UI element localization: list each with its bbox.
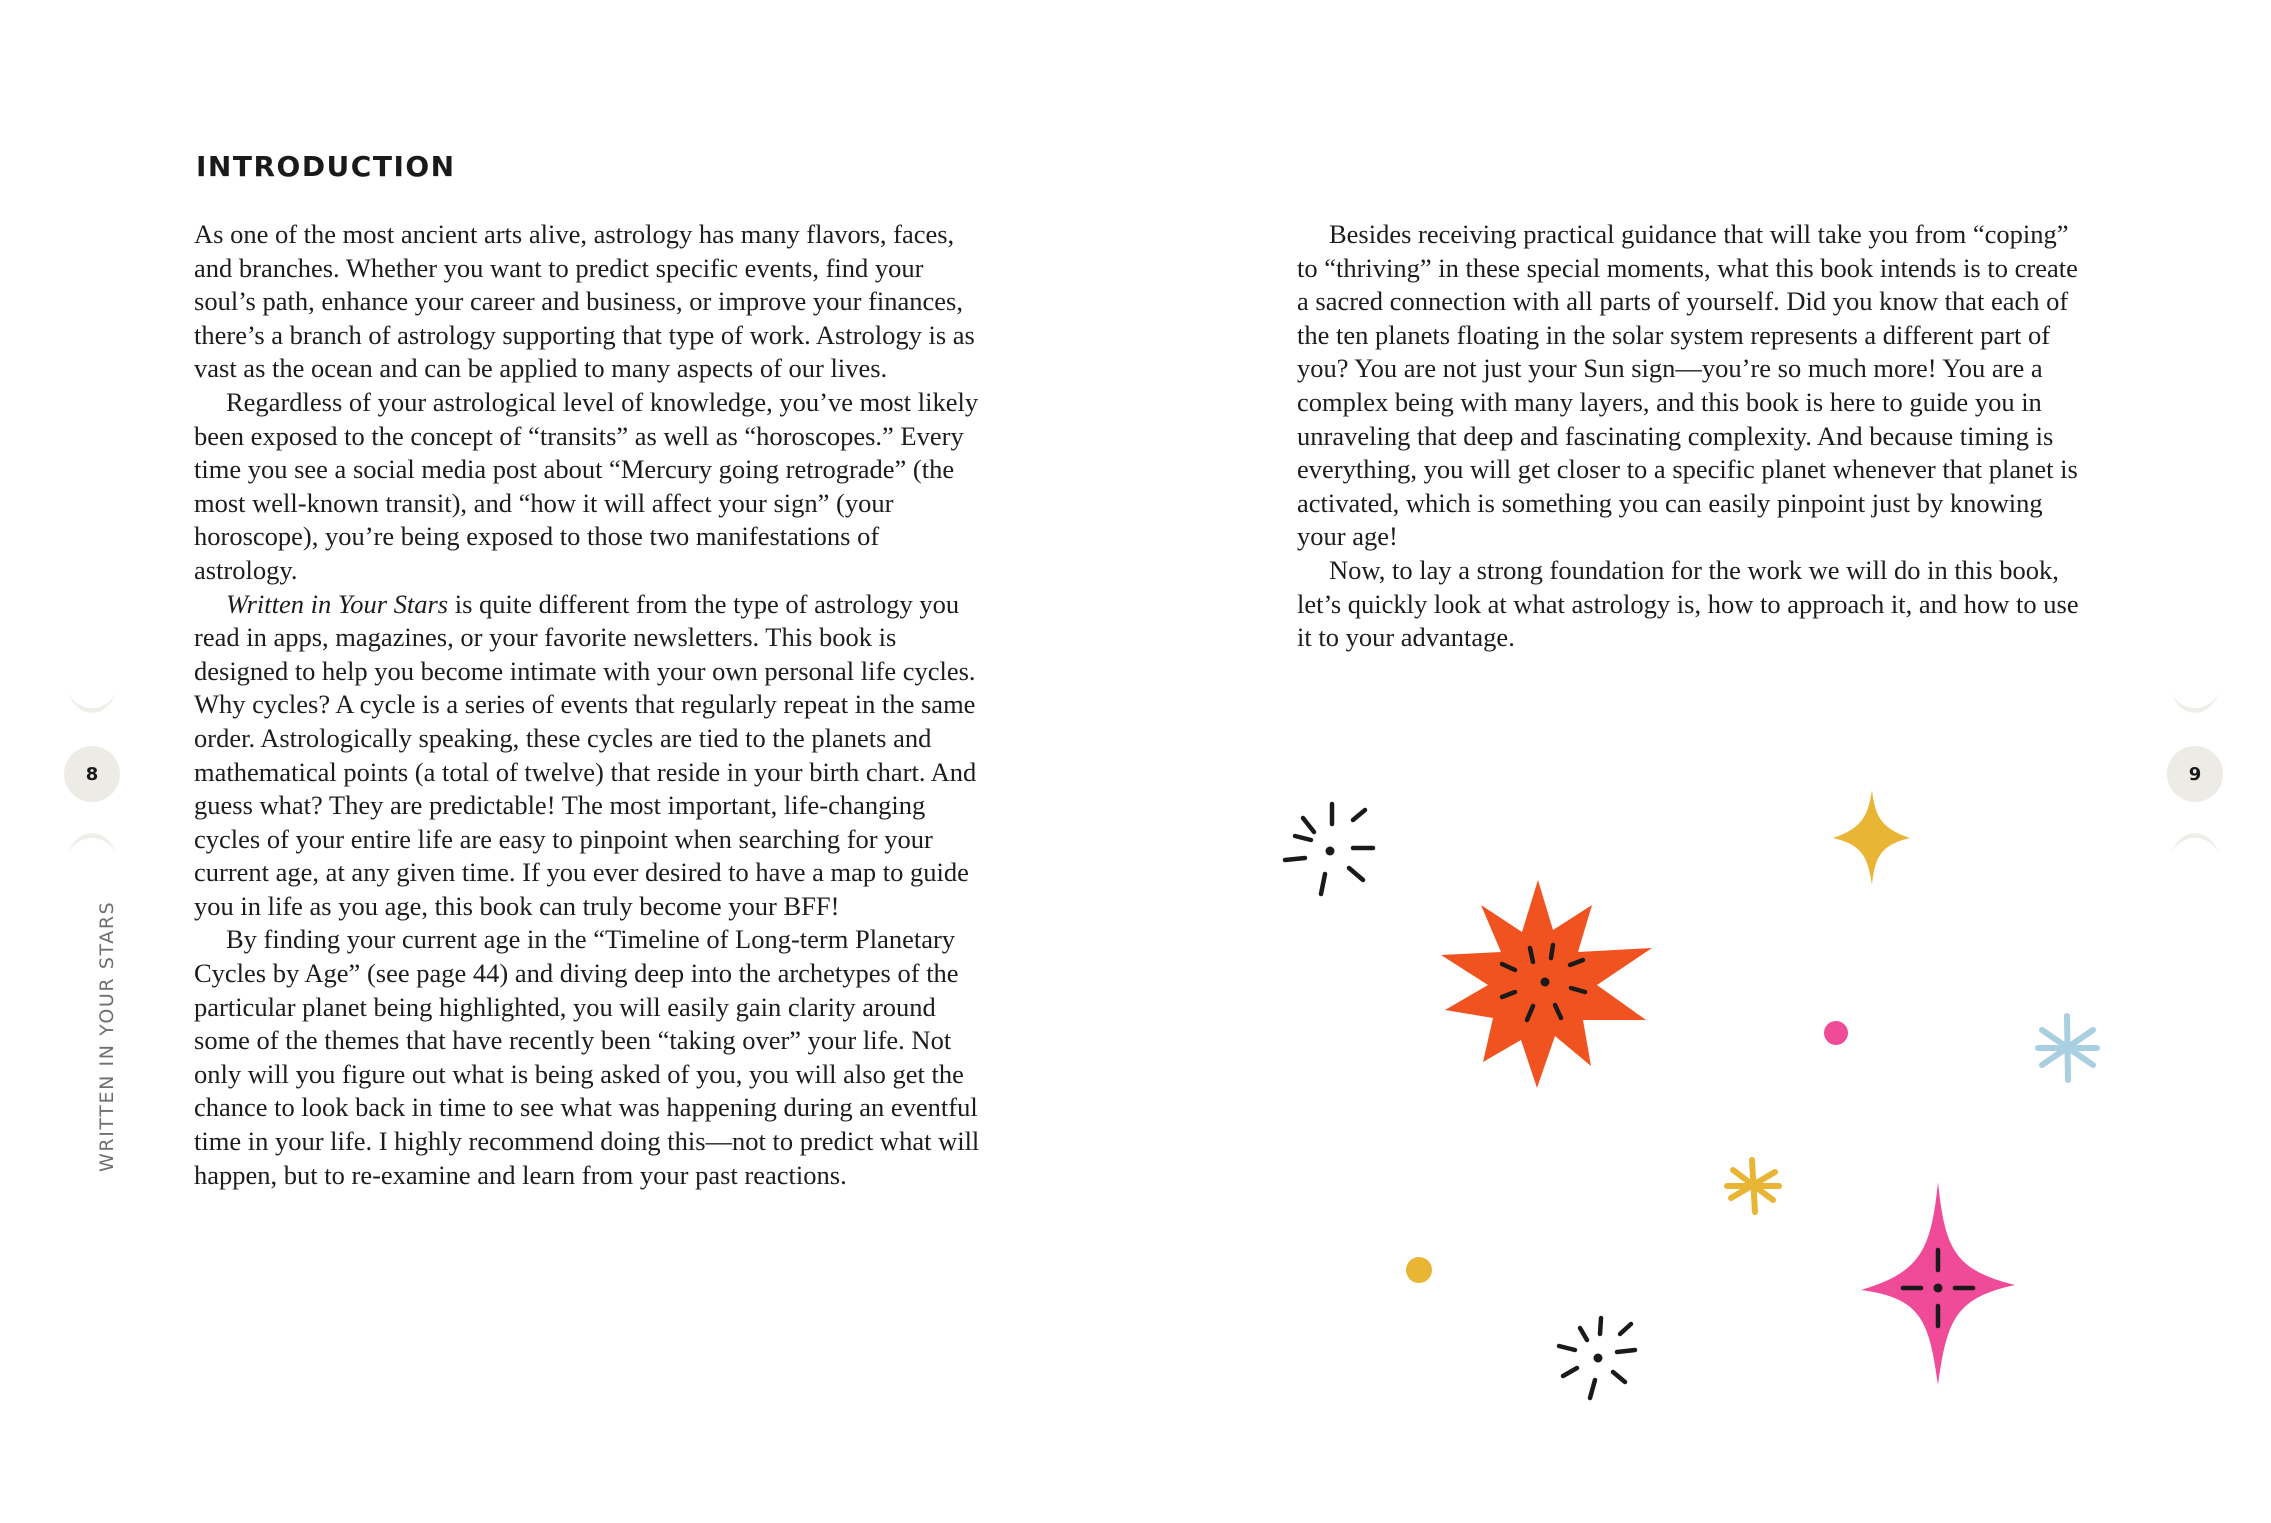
paragraph: Besides receiving practical guidance that will take you from “coping” to “thriving” in these special moments, what this book intends is to create a sacred connection with all parts of yourself. Did you know that each of the ten planets floating in the solar system represents a different part of you? You are not just your Sun sign—you’re so much more! You are a complex being with many layers, and this book is here to guide you in unraveling that deep and fascinating complexity. And because timing is everything, you will get closer to a specific planet whenever that planet is activated, which is something you can easily pinpoint just by knowing your age! (1297, 219, 2078, 552)
yellow-dot-icon (1406, 1257, 1432, 1283)
yellow-four-point-star-icon (1833, 0, 2270, 885)
paragraph: By finding your current age in the “Timeline of Long-term Planetary Cycles by Age” (see page 44) and diving deep into the archetypes of the particular planet being highlighted, you will easily gain clarity around some of the themes that have recently been “taking over” your life. Not only will you figure out what is being asked of you, you will also get the chance to look back in time to see what was happening during an eventful time in your life. I highly recommend doing this—not to predict what will happen, but to re-examine and learn from your past reactions. (194, 924, 980, 1190)
paragraph-text: is quite different from the type of astrology you read in apps, magazines, or your favorite newsletters. This book is designed to help you become intimate with your own personal life cycles. Why cycles? A cycle is a series of events that regularly repeat in the same order. Astrologically speaking, these cycles are tied to the planets and mathematical points (a total of twelve) that reside in your birth chart. And guess what? They are predictable! The most important, life-changing cycles of your entire life are easy to pinpoint when searching for your current age, at any given time. If you ever desired to have a map to guide you in life as you age, this book can truly become your BFF! (194, 588, 977, 921)
paragraph: As one of the most ancient arts alive, astrology has many flavors, faces, and branches. Whether you want to predict specific events, find your soul’s path, enhance your career and business, or improve your finances, there’s a branch of astrology supporting that type of work. Astrology is as vast as the ocean and can be applied to many aspects of our lives. (194, 219, 975, 384)
yellow-asterisk-icon (1727, 1160, 1779, 1212)
running-head: WRITTEN IN YOUR STARS (96, 900, 118, 1172)
page-number: 8 (64, 746, 120, 802)
paragraph: Regardless of your astrological level of knowledge, you’ve most likely been exposed to the concept of “transits” as well as “horoscopes.” Every time you see a social media post about “Mercury going retrograde” (the most well-known transit), and “how it will affect your sign” (your horoscope), you’re being exposed to those two manifestations of astrology. (194, 386, 979, 585)
black-burst-icon (1285, 804, 1373, 894)
left-page (0, 0, 1135, 1523)
pink-dot-icon (1824, 1021, 1848, 1045)
star-illustration (1135, 0, 2270, 1523)
chapter-heading: INTRODUCTION (196, 150, 456, 183)
right-page (1135, 0, 2270, 1523)
page-number-tab (62, 690, 122, 860)
crescent-moon-icon (62, 812, 122, 856)
crescent-moon-icon (62, 690, 122, 734)
black-burst-icon (1559, 1318, 1635, 1398)
paragraph (194, 588, 988, 924)
left-body-text (194, 218, 988, 1192)
book-title-italic: Written in Your Stars (226, 588, 449, 619)
page-number: 9 (2167, 746, 2223, 802)
blue-asterisk-icon (2038, 1016, 2097, 1080)
paragraph: Now, to lay a strong foundation for the work we will do in this book, let’s quickly look at what astrology is, how to approach it, and how to use it to your advantage. (1297, 554, 2079, 653)
